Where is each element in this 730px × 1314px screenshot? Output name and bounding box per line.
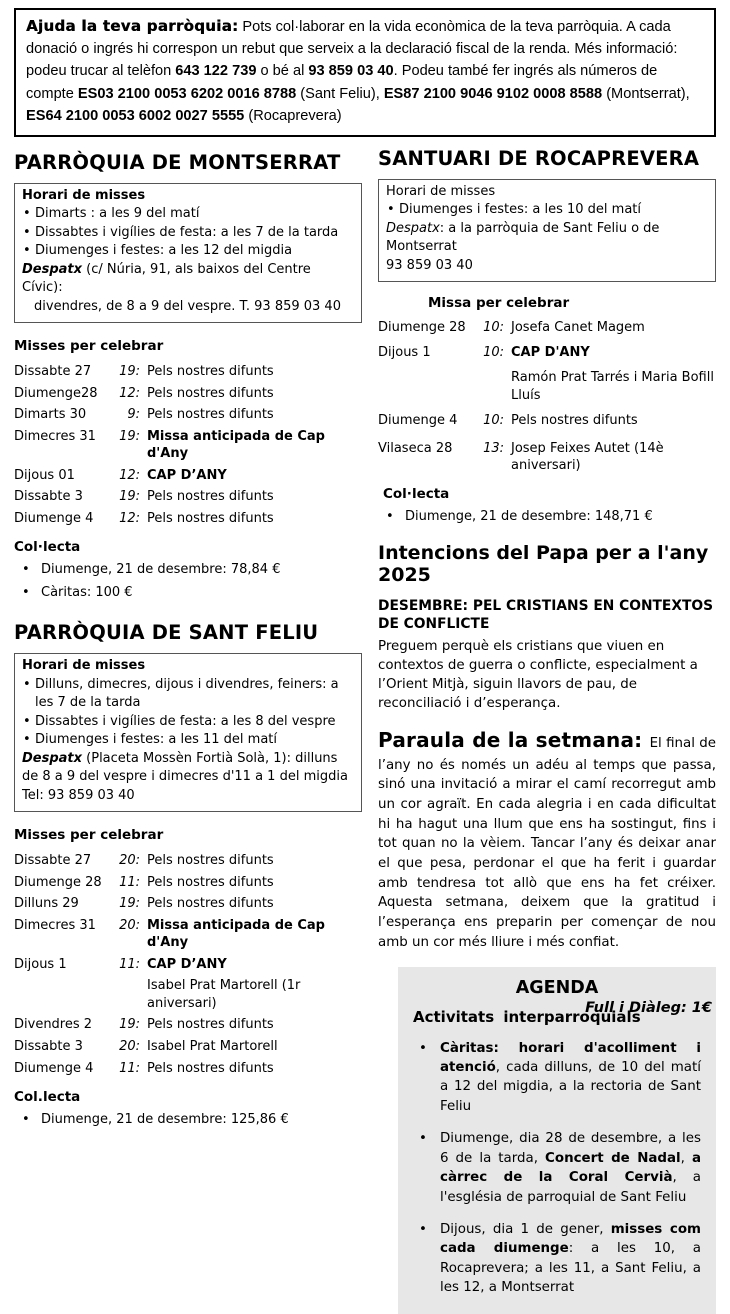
collecta-item: • Diumenge, 21 de desembre: 125,86 € <box>14 1111 362 1129</box>
mass-continuation: Ramón Prat Tarrés i Maria Bofill Lluís <box>511 370 714 403</box>
montserrat-title: PARRÒQUIA DE MONTSERRAT <box>14 150 341 174</box>
mass-time: 20: <box>119 1038 140 1054</box>
mass-row <box>14 895 362 912</box>
mass-time: 20: <box>119 917 140 933</box>
agenda-item: • Dijous, dia 1 de gener, misses com cada diumenge: a les 10, a Rocaprevera; a les 11, a Sant Feliu, a les 12, a Montserrat <box>413 1220 701 1298</box>
montserrat-collecta <box>14 539 362 601</box>
mass-description: CAP D’ANY <box>147 467 227 483</box>
horari-bullet: • Dilluns, dimecres, dijous i divendres, feiners: a les 7 de la tarda <box>22 676 353 713</box>
rocaprevera-collecta <box>378 486 716 526</box>
mass-day: Diumenge 28 <box>14 874 102 890</box>
collecta-item: • Càritas: 100 € <box>14 584 362 602</box>
santfeliu-title: PARRÒQUIA DE SANT FELIU <box>14 621 319 645</box>
mass-day: Dimarts 30 <box>14 407 87 423</box>
mass-description: Pels nostres difunts <box>147 511 274 527</box>
mass-row <box>14 852 362 869</box>
montserrat-despatx: Despatx (c/ Núria, 91, als baixos del Centre Cívic): <box>22 261 311 296</box>
santfeliu-collecta <box>14 1089 362 1129</box>
rocaprevera-horari-box <box>378 179 716 282</box>
mass-day: Dilluns 29 <box>14 896 79 912</box>
horari-bullet: • Dimarts : a les 9 del matí <box>22 205 353 223</box>
montserrat-horari-list <box>22 205 353 260</box>
rocaprevera-despatx: Despatx: a la parròquia de Sant Feliu o de Montserrat <box>386 220 660 255</box>
rocaprevera-mass-list <box>378 319 716 474</box>
mass-time: 19: <box>119 896 140 912</box>
mass-day: Dissabte 3 <box>14 489 83 505</box>
mass-row <box>14 467 362 484</box>
santfeliu-horari-list <box>22 676 353 750</box>
mass-time: 19: <box>119 364 140 380</box>
santfeliu-collecta-title: Col.lecta <box>14 1088 81 1105</box>
donation-notice-lead: Ajuda la teva parròquia: <box>26 17 239 35</box>
santfeliu-collecta-list <box>14 1111 362 1129</box>
santfeliu-horari-title: Horari de misses <box>22 658 146 674</box>
santfeliu-masses-title: Misses per celebrar <box>14 827 164 843</box>
mass-row <box>14 385 362 402</box>
montserrat-horari-box <box>14 183 362 323</box>
mass-day: Dijous 1 <box>14 956 67 972</box>
mass-time: 19: <box>119 1017 140 1033</box>
rocaprevera-masses-title: Missa per celebrar <box>428 295 570 312</box>
agenda-item: • Diumenge, dia 28 de desembre, a les 6 de la tarda, Concert de Nadal, a càrrec de la Coral Cervià, a l'església de parroquial de Sant Feliu <box>413 1129 701 1207</box>
mass-day: Divendres 2 <box>14 1017 93 1033</box>
mass-description: Missa anticipada de Cap d'Any <box>147 429 325 462</box>
horari-bullet: • Dissabtes i vigílies de festa: a les 8 del vespre <box>22 713 353 731</box>
mass-row <box>14 917 362 951</box>
collecta-item: • Diumenge, 21 de desembre: 78,84 € <box>14 561 362 579</box>
montserrat-despatx-line2: divendres, de 8 a 9 del vespre. T. 93 859 03 40 <box>34 298 341 314</box>
donation-notice-body: Pots col·laborar en la vida econòmica de la teva parròquia. A cada donació o ingrés hi correspon un rebut que serveix a la declaració fiscal de la renda. Més informació: podeu trucar al telèfon 643 122 739 o bé al 93 859 03 40. Podeu també fer ingrés als números de compte ES03 2100 0053 6202 0016 8788 (Sant Feliu), ES87 2100 9046 9102 0008 8588 (Montserrat), ES64 2100 0053 6002 0027 5555 (Rocaprevera) <box>26 19 690 124</box>
word-of-the-week: Paraula de la setmana: El final de l’any no és només un adéu al temps que passa, sinó una invitació a mirar el camí recorregut amb un cor agraït. En cada alegria i en cada dificultat hi ha hagut una llum que ens ha sostingut, fins i tot quan no la vèiem. Tancar l’any és deixar anar el que pesa, perdonar el que ha ferit i guardar amb tendresa tot allò que ens ha fet créixer. Aquesta setmana, deixem que la gratitud i l’esperança ens preparin per començar de nou amb un cor més lliure i més confiat. <box>378 728 716 950</box>
montserrat-horari-title: Horari de misses <box>22 187 146 203</box>
agenda-subtitle: Activitats interparroquials <box>413 1007 641 1026</box>
mass-time: 20: <box>119 853 140 868</box>
mass-day: Dimecres 31 <box>14 429 96 444</box>
mass-row <box>378 319 716 336</box>
papal-intentions-title: Intencions del Papa per a l'any 2025 <box>378 541 709 587</box>
horari-bullet: • Dissabtes i vigílies de festa: a les 7 de la tarda <box>22 224 353 242</box>
agenda-item: • Càritas: horari d'acolliment i atenció, cada dilluns, de 10 del matí a 12 del migdia, a la rectoria de Sant Feliu <box>413 1039 701 1117</box>
mass-time: 11: <box>119 956 140 972</box>
santfeliu-mass-list <box>14 852 362 1077</box>
mass-description: Pels nostres difunts <box>147 1017 274 1033</box>
montserrat-collecta-title: Col·lecta <box>14 539 81 556</box>
mass-day: Diumenge 4 <box>378 412 458 428</box>
mass-row <box>14 1038 362 1055</box>
papal-intentions-section <box>378 542 716 713</box>
mass-time: 12: <box>119 385 140 401</box>
mass-description: Missa anticipada de Cap d'Any <box>147 917 325 951</box>
rocaprevera-horari-list <box>386 201 707 219</box>
santfeliu-tel: Tel: 93 859 03 40 <box>22 787 135 803</box>
montserrat-mass-list <box>14 363 362 527</box>
agenda-title: AGENDA <box>515 977 599 998</box>
mass-description: Pels nostres difunts <box>147 385 274 401</box>
montserrat-collecta-list <box>14 561 362 601</box>
santfeliu-despatx: Despatx (Placeta Mossèn Fortià Solà, 1): dilluns de 8 a 9 del vespre i dimecres d'11 a 1 del migdia <box>22 750 348 785</box>
santfeliu-horari-box <box>14 653 362 812</box>
mass-time: 19: <box>119 489 140 505</box>
mass-day: Dissabte 27 <box>14 364 92 380</box>
mass-time: 10: <box>483 412 504 428</box>
mass-day: Dissabte 27 <box>14 853 92 868</box>
rocaprevera-collecta-list <box>378 508 716 526</box>
mass-time: 19: <box>119 429 140 444</box>
mass-description: CAP D’ANY <box>147 956 227 972</box>
horari-bullet: • Diumenges i festes: a les 11 del matí <box>22 731 353 749</box>
mass-day: Diumenge 4 <box>14 1060 94 1076</box>
mass-time: 10: <box>483 345 504 361</box>
horari-bullet: • Diumenges i festes: a les 10 del matí <box>386 201 707 219</box>
mass-day: Diumenge28 <box>14 385 98 401</box>
mass-time: 9: <box>127 407 140 423</box>
mass-description: Josefa Canet Magem <box>511 320 645 336</box>
mass-continuation: Isabel Prat Martorell (1r aniversari) <box>147 978 301 1011</box>
mass-row <box>14 510 362 527</box>
mass-description: Pels nostres difunts <box>147 364 274 380</box>
mass-day: Diumenge 4 <box>14 511 94 527</box>
left-column <box>14 147 362 1314</box>
mass-time: 12: <box>119 467 140 483</box>
mass-row <box>14 406 362 423</box>
donation-notice-box <box>14 8 716 137</box>
mass-description: CAP D'ANY <box>511 345 590 361</box>
montserrat-masses-title: Misses per celebrar <box>14 338 164 355</box>
mass-row <box>14 488 362 505</box>
mass-time: 13: <box>483 440 504 456</box>
mass-row <box>378 344 716 361</box>
agenda-items <box>413 1039 701 1298</box>
two-column-layout <box>14 147 716 1314</box>
papal-intentions-subtitle: DESEMBRE: PEL CRISTIANS EN CONTEXTOS DE CONFLICTE <box>378 597 714 632</box>
mass-row <box>14 1060 362 1077</box>
mass-description: Pels nostres difunts <box>147 489 274 505</box>
mass-row <box>14 874 362 891</box>
mass-time: 11: <box>119 1060 140 1076</box>
right-column <box>378 147 716 1314</box>
mass-time: 12: <box>119 511 140 527</box>
collecta-item: • Diumenge, 21 de desembre: 148,71 € <box>378 508 716 526</box>
bulletin-footer: Full i Diàleg: 1€ <box>585 1000 712 1016</box>
papal-intentions-body: Preguem perquè els cristians que viuen en contextos de guerra o conflicte, especialment a l’Orient Mitjà, siguin llavors de pau, de reconciliació i d’esperança. <box>378 638 698 712</box>
mass-row <box>378 440 716 474</box>
mass-description: Isabel Prat Martorell <box>147 1038 278 1054</box>
mass-description: Pels nostres difunts <box>147 853 274 868</box>
mass-row <box>14 363 362 380</box>
mass-description: Pels nostres difunts <box>147 896 274 912</box>
rocaprevera-horari-title: Horari de misses <box>386 183 496 199</box>
mass-day: Dijous 1 <box>378 345 431 361</box>
rocaprevera-title: SANTUARI DE ROCAPREVERA <box>378 146 700 170</box>
mass-row <box>14 956 362 973</box>
mass-row <box>378 412 716 429</box>
mass-day: Diumenge 28 <box>378 320 466 336</box>
mass-row <box>14 428 362 462</box>
mass-description: Pels nostres difunts <box>147 407 274 423</box>
rocaprevera-phone: 93 859 03 40 <box>386 257 473 273</box>
mass-day: Vilaseca 28 <box>378 440 453 456</box>
horari-bullet: • Diumenges i festes: a les 12 del migdia <box>22 242 353 260</box>
mass-row <box>14 1016 362 1033</box>
agenda-box <box>398 967 716 1314</box>
mass-description: Pels nostres difunts <box>511 412 638 428</box>
mass-description: Josep Feixes Autet (14è aniversari) <box>511 440 664 474</box>
mass-description: Pels nostres difunts <box>147 1060 274 1076</box>
mass-time: 11: <box>119 874 140 890</box>
mass-description: Pels nostres difunts <box>147 874 274 890</box>
mass-day: Dissabte 3 <box>14 1038 83 1054</box>
rocaprevera-collecta-title: Col·lecta <box>383 486 450 503</box>
mass-day: Dimecres 31 <box>14 917 96 933</box>
mass-day: Dijous 01 <box>14 467 75 483</box>
mass-time: 10: <box>483 320 504 336</box>
